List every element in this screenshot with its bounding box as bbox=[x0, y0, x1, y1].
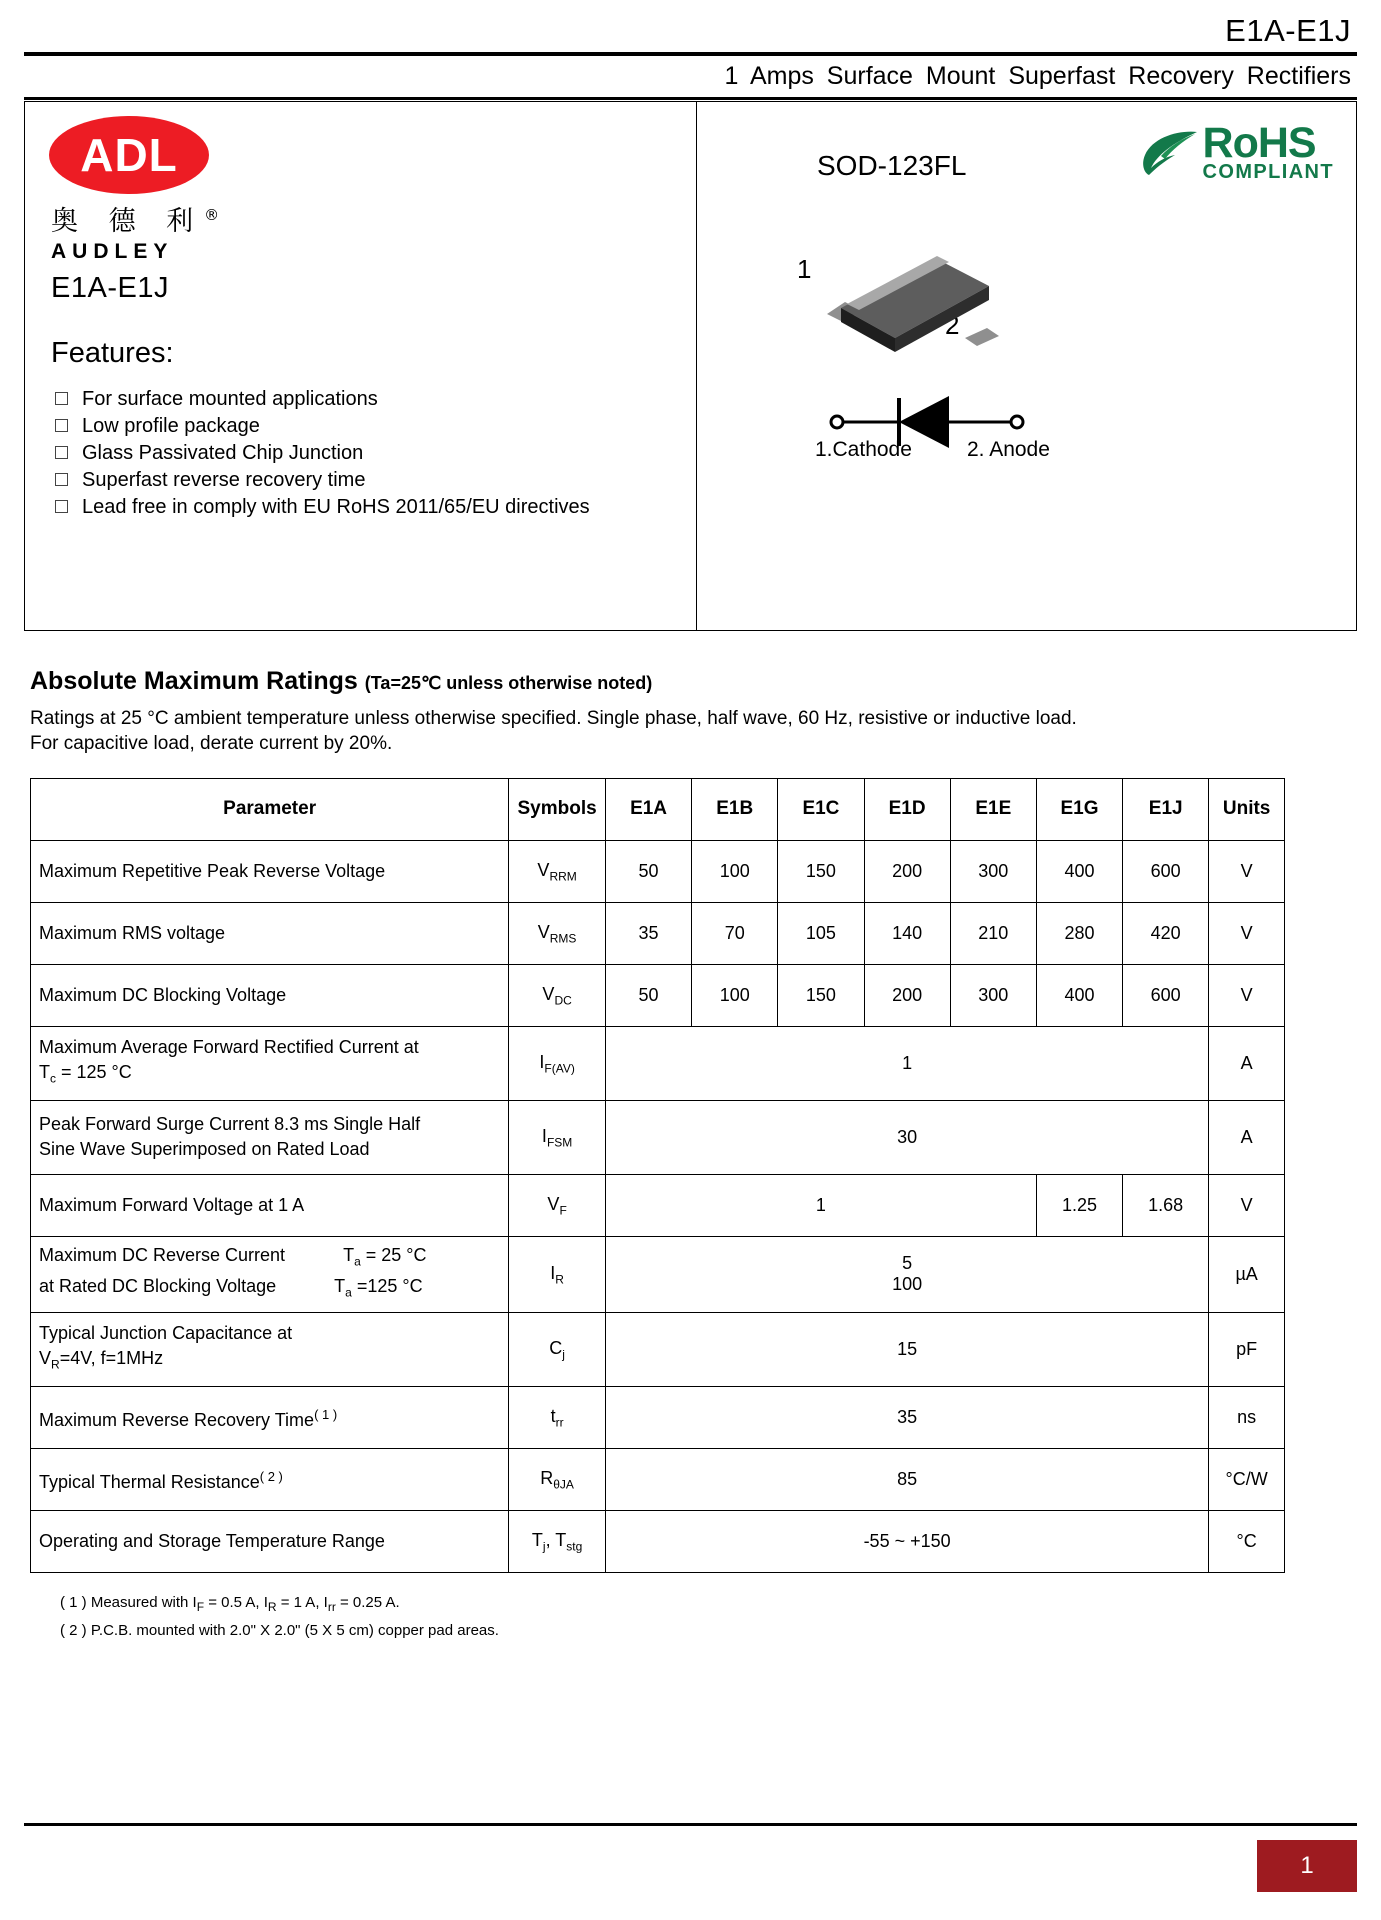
column-header-e1g: E1G bbox=[1036, 778, 1122, 840]
package-name: SOD-123FL bbox=[817, 149, 967, 181]
symbol-sub: j bbox=[542, 1539, 546, 1554]
feature-item bbox=[55, 494, 678, 521]
row-value: 105 bbox=[778, 902, 864, 964]
row-value-group: 1.68 bbox=[1123, 1174, 1209, 1236]
registered-trademark-icon: ® bbox=[204, 205, 220, 224]
row-parameter-line2: Sine Wave Superimposed on Rated Load bbox=[39, 1139, 370, 1160]
symbol-base: T bbox=[531, 1529, 543, 1550]
row-value: 50 bbox=[605, 840, 691, 902]
row-value: 100 bbox=[692, 840, 778, 902]
row-parameter bbox=[31, 1100, 509, 1174]
table-row bbox=[31, 1449, 1285, 1511]
row-parameter: Maximum DC Blocking Voltage bbox=[31, 964, 509, 1026]
column-header-e1c: E1C bbox=[778, 778, 864, 840]
table-row bbox=[31, 964, 1285, 1026]
checkbox-icon bbox=[55, 419, 68, 432]
feature-item bbox=[55, 440, 678, 467]
checkbox-icon bbox=[55, 500, 68, 513]
footer-divider bbox=[24, 1823, 1357, 1826]
row-symbol bbox=[509, 1174, 606, 1236]
ratings-description-line2: For capacitive load, derate current by 20%. bbox=[30, 732, 393, 754]
row-symbol bbox=[509, 902, 606, 964]
ratings-description-line1: Ratings at 25 °C ambient temperature unless otherwise specified. Single phase, half wave, 60 Hz, resistive or inductive load. bbox=[30, 707, 1077, 729]
row-symbol bbox=[509, 1387, 606, 1449]
company-chinese-name bbox=[51, 199, 219, 238]
package-3d-drawing bbox=[817, 252, 1007, 377]
logo-features-panel bbox=[25, 102, 697, 630]
row-symbol bbox=[509, 1100, 606, 1174]
row-units: V bbox=[1209, 902, 1285, 964]
feature-item bbox=[55, 467, 678, 494]
table-header bbox=[31, 778, 1285, 840]
table-row bbox=[31, 1313, 1285, 1387]
symbol-base: I bbox=[539, 1051, 545, 1072]
pin-2-number: 2 bbox=[945, 309, 960, 340]
header-subtitle: 1 Amps Surface Mount Superfast Recovery Rectifiers bbox=[724, 62, 1351, 91]
row-value-merged: 85 bbox=[605, 1449, 1208, 1511]
row-value: 600 bbox=[1123, 840, 1209, 902]
row-value: 70 bbox=[692, 902, 778, 964]
row-value: 100 bbox=[692, 964, 778, 1026]
symbol-sub: j bbox=[562, 1347, 565, 1362]
leaf-icon bbox=[1139, 129, 1201, 177]
row-value: 150 bbox=[778, 964, 864, 1026]
row-value: 50 bbox=[605, 964, 691, 1026]
row-units: V bbox=[1209, 1174, 1285, 1236]
company-english-name: AUDLEY bbox=[51, 239, 174, 263]
pin-1-number: 1 bbox=[797, 253, 812, 284]
adl-logo-mark bbox=[49, 116, 209, 194]
row-parameter-line1: Maximum DC Reverse Current $T_a = 25$ °C bbox=[39, 1244, 427, 1269]
row-value: 400 bbox=[1036, 964, 1122, 1026]
row-parameter-line2: $T_c = 125$ °C bbox=[39, 1062, 132, 1086]
row-parameter: Maximum Repetitive Peak Reverse Voltage bbox=[31, 840, 509, 902]
header-divider-bottom bbox=[24, 97, 1357, 100]
row-symbol bbox=[509, 840, 606, 902]
rohs-compliant-logo bbox=[1139, 118, 1334, 184]
feature-label: Lead free in comply with EU RoHS 2011/65/EU directives bbox=[82, 495, 590, 518]
column-header-e1d: E1D bbox=[864, 778, 950, 840]
column-header-e1a: E1A bbox=[605, 778, 691, 840]
row-units: V bbox=[1209, 964, 1285, 1026]
column-header-symbols: Symbols bbox=[509, 778, 606, 840]
row-parameter bbox=[31, 1236, 509, 1312]
symbol-sub: FSM bbox=[546, 1135, 573, 1150]
row-parameter bbox=[31, 1387, 509, 1449]
ratings-title-note: (Ta=25℃ unless otherwise noted) bbox=[364, 672, 653, 693]
row-value-merged: 1 bbox=[605, 1026, 1208, 1100]
row-units: V bbox=[1209, 840, 1285, 902]
ratings-description bbox=[30, 706, 1357, 756]
row-parameter: Maximum Forward Voltage at 1 A bbox=[31, 1174, 509, 1236]
row-parameter bbox=[31, 1313, 509, 1387]
row-parameter-line1: Maximum Average Forward Rectified Current at bbox=[39, 1037, 419, 1058]
row-units: pF bbox=[1209, 1313, 1285, 1387]
column-header-units: Units bbox=[1209, 778, 1285, 840]
adl-logo-text: ADL bbox=[80, 128, 178, 181]
row-symbol bbox=[509, 1236, 606, 1312]
feature-label: Glass Passivated Chip Junction bbox=[82, 441, 364, 464]
ratings-title: Absolute Maximum Ratings bbox=[30, 666, 358, 695]
table-body bbox=[31, 840, 1285, 1572]
ratings-heading bbox=[30, 667, 1357, 696]
company-chinese-label: 奥 德 利 bbox=[51, 205, 205, 237]
row-value-merged bbox=[605, 1236, 1208, 1312]
page-header bbox=[24, 0, 1357, 100]
symbol-base: t bbox=[550, 1405, 556, 1426]
row-value: 35 bbox=[605, 902, 691, 964]
table-row bbox=[31, 1174, 1285, 1236]
row-units: A bbox=[1209, 1026, 1285, 1100]
symbol-base: C bbox=[549, 1337, 563, 1358]
row-value-merged: 15 bbox=[605, 1313, 1208, 1387]
row-value-group: 1 bbox=[605, 1174, 1036, 1236]
checkbox-icon bbox=[55, 473, 68, 486]
package-panel bbox=[697, 102, 1356, 630]
table-row bbox=[31, 840, 1285, 902]
table-row bbox=[31, 1100, 1285, 1174]
symbol-base: V bbox=[542, 983, 555, 1004]
footnotes bbox=[60, 1591, 1357, 1643]
table-row bbox=[31, 1026, 1285, 1100]
column-header-e1b: E1B bbox=[692, 778, 778, 840]
row-parameter-footnote-ref: ( 1 ) bbox=[314, 1407, 338, 1423]
row-value-group: 1.25 bbox=[1036, 1174, 1122, 1236]
row-value: 200 bbox=[864, 964, 950, 1026]
symbol-base-2: T bbox=[555, 1529, 567, 1550]
symbol-base: I bbox=[550, 1262, 556, 1283]
symbol-sub: DC bbox=[554, 993, 572, 1008]
product-part-number: E1A-E1J bbox=[51, 271, 169, 304]
row-parameter bbox=[31, 1026, 509, 1100]
column-header-parameter: Parameter bbox=[31, 778, 509, 840]
row-parameter-text: Typical Thermal Resistance bbox=[39, 1472, 260, 1493]
row-parameter: Maximum RMS voltage bbox=[31, 902, 509, 964]
row-value: 280 bbox=[1036, 902, 1122, 964]
header-part-number: E1A-E1J bbox=[1225, 13, 1351, 48]
row-value: 400 bbox=[1036, 840, 1122, 902]
table-row bbox=[31, 1387, 1285, 1449]
row-value-merged: 30 bbox=[605, 1100, 1208, 1174]
row-symbol bbox=[509, 1026, 606, 1100]
footnote-1: ( 1 ) Measured with $I_F = 0.5$ A, $I_R = 1$ A, $I_{rr} = 0.25$ A. bbox=[60, 1594, 400, 1615]
footnote-2: ( 2 ) P.C.B. mounted with 2.0" X 2.0" (5 X 5 cm) copper pad areas. bbox=[60, 1622, 499, 1640]
page-number-badge: 1 bbox=[1257, 1840, 1357, 1892]
row-parameter-line2: $V_R=4V$, f=1MHz bbox=[39, 1348, 164, 1372]
row-parameter-line2: at Rated DC Blocking Voltage $T_a =125$ °C bbox=[39, 1276, 423, 1301]
row-value-merged: -55 ~ +150 bbox=[605, 1511, 1208, 1573]
row-symbol bbox=[509, 964, 606, 1026]
row-units: °C bbox=[1209, 1511, 1285, 1573]
symbol-sub: RMS bbox=[549, 931, 577, 946]
row-value: 140 bbox=[864, 902, 950, 964]
row-value: 200 bbox=[864, 840, 950, 902]
feature-label: Superfast reverse recovery time bbox=[82, 468, 366, 491]
row-parameter-line1: Typical Junction Capacitance at bbox=[39, 1323, 293, 1344]
feature-item bbox=[55, 413, 678, 440]
feature-label: For surface mounted applications bbox=[82, 387, 378, 410]
row-value-merged: 35 bbox=[605, 1387, 1208, 1449]
symbol-base: V bbox=[547, 1193, 560, 1214]
row-parameter-footnote-ref: ( 2 ) bbox=[259, 1469, 283, 1485]
symbol-sub: F(AV) bbox=[544, 1061, 575, 1076]
column-header-e1j: E1J bbox=[1123, 778, 1209, 840]
rohs-main-text: RoHS bbox=[1202, 118, 1316, 167]
pin-1-label: 1.Cathode bbox=[815, 437, 912, 461]
feature-label: Low profile package bbox=[82, 414, 260, 437]
symbol-sub: rr bbox=[555, 1415, 564, 1430]
symbol-sub: F bbox=[559, 1203, 567, 1218]
column-header-e1e: E1E bbox=[950, 778, 1036, 840]
row-value-line2: 100 bbox=[892, 1274, 923, 1295]
rohs-sub-text: COMPLIANT bbox=[1202, 161, 1334, 184]
symbol-sub-2: stg bbox=[566, 1539, 583, 1554]
row-units: µA bbox=[1209, 1236, 1285, 1312]
row-parameter-line1: Peak Forward Surge Current 8.3 ms Single Half bbox=[39, 1114, 421, 1135]
page-footer bbox=[24, 1823, 1357, 1892]
table-row bbox=[31, 1511, 1285, 1573]
symbol-base: V bbox=[537, 921, 550, 942]
symbol-base: I bbox=[541, 1125, 547, 1146]
top-info-panels bbox=[24, 101, 1357, 631]
symbol-sub: R bbox=[555, 1272, 564, 1287]
features-list bbox=[55, 386, 678, 521]
row-parameter: Operating and Storage Temperature Range bbox=[31, 1511, 509, 1573]
row-value: 300 bbox=[950, 840, 1036, 902]
row-units: °C/W bbox=[1209, 1449, 1285, 1511]
symbol-sub: RRM bbox=[549, 869, 577, 884]
table-row bbox=[31, 902, 1285, 964]
symbol-base: V bbox=[537, 859, 550, 880]
checkbox-icon bbox=[55, 392, 68, 405]
row-units: A bbox=[1209, 1100, 1285, 1174]
symbol-base: R bbox=[540, 1467, 554, 1488]
row-symbol bbox=[509, 1449, 606, 1511]
pin-2-label: 2. Anode bbox=[967, 437, 1050, 461]
row-symbol: $T_j$, $T_{stg}$ bbox=[509, 1511, 606, 1573]
footer-bar bbox=[24, 1840, 1357, 1892]
row-value: 300 bbox=[950, 964, 1036, 1026]
row-value: 150 bbox=[778, 840, 864, 902]
rohs-text-group bbox=[1202, 118, 1334, 184]
checkbox-icon bbox=[55, 446, 68, 459]
row-value: 600 bbox=[1123, 964, 1209, 1026]
row-value: 210 bbox=[950, 902, 1036, 964]
table-header-row bbox=[31, 778, 1285, 840]
symbol-sub: θJA bbox=[553, 1477, 574, 1492]
row-symbol bbox=[509, 1313, 606, 1387]
row-parameter bbox=[31, 1449, 509, 1511]
features-heading: Features: bbox=[51, 336, 174, 369]
row-value-line1: 5 bbox=[902, 1253, 913, 1274]
absolute-maximum-ratings-table bbox=[30, 778, 1285, 1573]
feature-item bbox=[55, 386, 678, 413]
row-parameter-text: Maximum Reverse Recovery Time bbox=[39, 1410, 315, 1431]
row-value: 420 bbox=[1123, 902, 1209, 964]
table-row bbox=[31, 1236, 1285, 1312]
row-units: ns bbox=[1209, 1387, 1285, 1449]
